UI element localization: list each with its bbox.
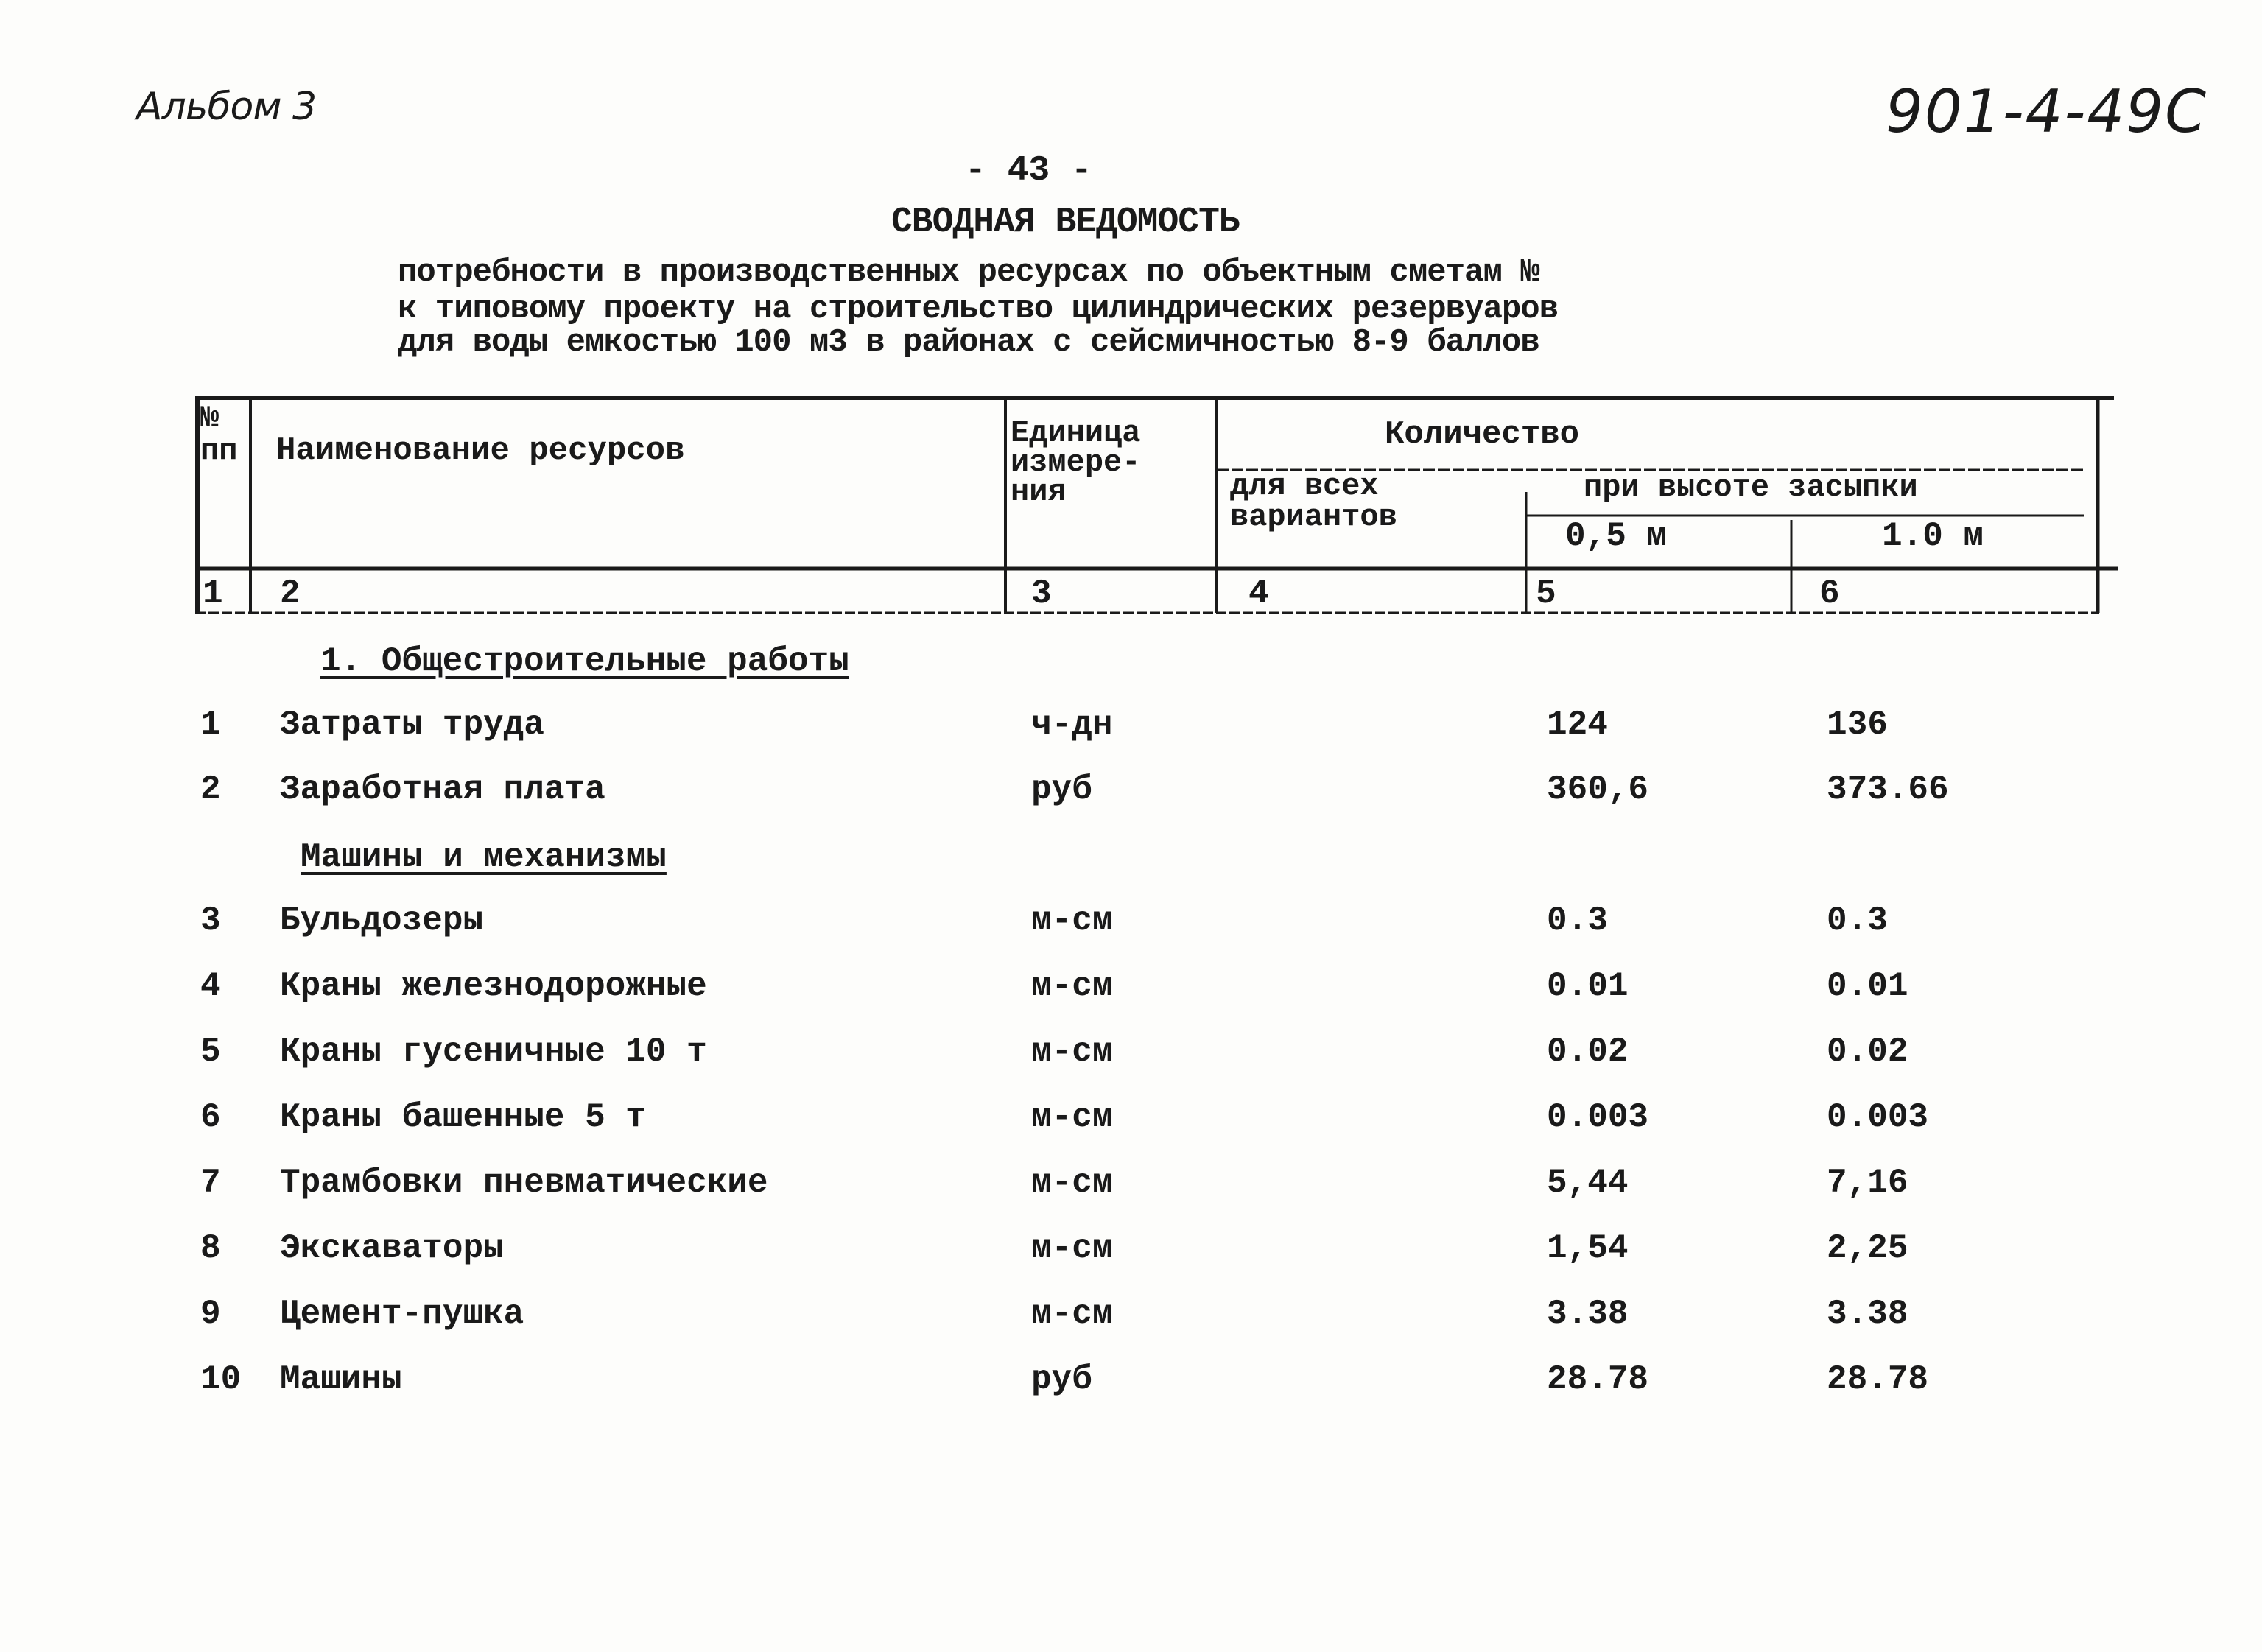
- subtitle-line-1: потребности в производственных ресурсах по объектным сметам №: [398, 254, 1539, 291]
- row-3-name: Бульдозеры: [280, 901, 484, 940]
- row-5-unit: м-см: [1031, 1033, 1113, 1071]
- page-title: СВОДНАЯ ВЕДОМОСТЬ: [891, 203, 1240, 242]
- header-quantity: Количество: [1385, 416, 1580, 453]
- row-7-num: 7: [200, 1164, 221, 1202]
- row-5-num: 5: [200, 1033, 221, 1071]
- header-all-variants-line-2: вариантов: [1230, 499, 1397, 535]
- row-5-name: Краны гусеничные 10 т: [280, 1033, 707, 1071]
- row-4-unit: м-см: [1031, 967, 1113, 1005]
- row-10-value-0-5: 28.78: [1547, 1360, 1649, 1399]
- row-3-num: 3: [200, 901, 221, 940]
- header-height-1-0: 1.0 м: [1882, 517, 1984, 555]
- row-3-value-1-0: 0.3: [1827, 901, 1888, 940]
- row-6-value-1-0: 0.003: [1827, 1098, 1929, 1136]
- row-8-value-0-5: 1,54: [1547, 1229, 1629, 1268]
- row-7-name: Трамбовки пневматические: [280, 1164, 768, 1202]
- row-2-value-0-5: 360,6: [1547, 770, 1649, 809]
- row-10-num: 10: [200, 1360, 242, 1399]
- row-7-value-0-5: 5,44: [1547, 1164, 1629, 1202]
- row-5-value-1-0: 0.02: [1827, 1033, 1908, 1071]
- row-6-name: Краны башенные 5 т: [280, 1098, 646, 1136]
- header-resource-name: Наименование ресурсов: [276, 432, 685, 469]
- row-9-value-0-5: 3.38: [1547, 1295, 1629, 1333]
- row-9-unit: м-см: [1031, 1295, 1113, 1333]
- project-code: 901-4-49С: [1886, 77, 2207, 146]
- column-number-3: 3: [1031, 574, 1052, 613]
- row-2-num: 2: [200, 770, 221, 809]
- column-number-6: 6: [1819, 574, 1840, 613]
- column-number-2: 2: [280, 574, 301, 613]
- row-9-name: Цемент-пушка: [280, 1295, 524, 1333]
- subtitle-line-3: для воды емкостью 100 м3 в районах с сейсмичностью 8-9 баллов: [398, 324, 1539, 361]
- header-unit-line-1: Единица: [1011, 415, 1141, 451]
- row-10-unit: руб: [1031, 1360, 1092, 1399]
- row-4-value-0-5: 0.01: [1547, 967, 1629, 1005]
- section-title-machines: Машины и механизмы: [301, 838, 667, 876]
- row-3-value-0-5: 0.3: [1547, 901, 1608, 940]
- header-height-0-5: 0,5 м: [1565, 517, 1668, 555]
- album-label: Альбом 3: [136, 85, 317, 129]
- row-6-value-0-5: 0.003: [1547, 1098, 1649, 1136]
- row-8-name: Экскаваторы: [280, 1229, 504, 1268]
- header-all-variants-line-1: для всех: [1230, 468, 1379, 504]
- row-8-value-1-0: 2,25: [1827, 1229, 1908, 1268]
- header-by-height: при высоте засыпки: [1584, 470, 1918, 505]
- row-2-unit: руб: [1031, 770, 1092, 809]
- row-6-unit: м-см: [1031, 1098, 1113, 1136]
- page-number: - 43 -: [965, 151, 1092, 191]
- row-10-name: Машины: [280, 1360, 402, 1399]
- row-8-num: 8: [200, 1229, 221, 1268]
- row-1-value-0-5: 124: [1547, 706, 1608, 744]
- row-7-value-1-0: 7,16: [1827, 1164, 1908, 1202]
- row-4-value-1-0: 0.01: [1827, 967, 1908, 1005]
- row-2-value-1-0: 373.66: [1827, 770, 1949, 809]
- column-number-5: 5: [1536, 574, 1556, 613]
- row-1-name: Затраты труда: [280, 706, 544, 744]
- row-3-unit: м-см: [1031, 901, 1113, 940]
- row-9-num: 9: [200, 1295, 221, 1333]
- row-4-name: Краны железнодорожные: [280, 967, 707, 1005]
- subtitle-line-2: к типовому проекту на строительство цилиндрических резервуаров: [398, 291, 1559, 328]
- header-num-sign: №: [200, 401, 219, 436]
- row-1-unit: ч-дн: [1031, 706, 1113, 744]
- row-5-value-0-5: 0.02: [1547, 1033, 1629, 1071]
- header-unit-line-3: ния: [1011, 474, 1067, 510]
- row-6-num: 6: [200, 1098, 221, 1136]
- column-number-4: 4: [1248, 574, 1269, 613]
- row-8-unit: м-см: [1031, 1229, 1113, 1268]
- header-unit-line-2: измере-: [1011, 445, 1141, 480]
- row-1-value-1-0: 136: [1827, 706, 1888, 744]
- row-9-value-1-0: 3.38: [1827, 1295, 1908, 1333]
- row-1-num: 1: [200, 706, 221, 744]
- row-2-name: Заработная плата: [280, 770, 605, 809]
- row-4-num: 4: [200, 967, 221, 1005]
- column-number-1: 1: [203, 574, 223, 613]
- row-10-value-1-0: 28.78: [1827, 1360, 1929, 1399]
- header-num-pp: пп: [200, 433, 238, 468]
- row-7-unit: м-см: [1031, 1164, 1113, 1202]
- section-title-general-construction: 1. Общестроительные работы: [320, 642, 849, 681]
